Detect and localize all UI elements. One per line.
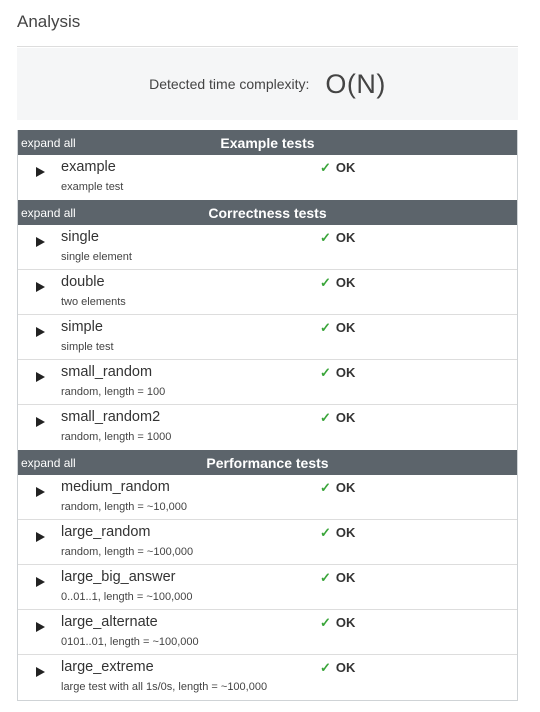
test-result	[320, 275, 355, 291]
test-description: large test with all 1s/0s, length = ~100,000	[61, 681, 268, 693]
triangle-right-icon[interactable]	[36, 577, 45, 587]
result-label: OK	[335, 525, 356, 540]
triangle-right-icon[interactable]	[36, 622, 45, 632]
test-row	[18, 270, 517, 315]
test-result	[320, 160, 355, 176]
triangle-right-icon[interactable]	[36, 282, 45, 292]
test-name[interactable]: simple	[61, 319, 103, 335]
check-icon: ✓	[320, 480, 331, 495]
group-title: Correctness tests	[208, 204, 327, 221]
group-performance-tests	[18, 450, 517, 700]
check-icon: ✓	[320, 320, 331, 335]
test-result	[320, 660, 355, 676]
check-icon: ✓	[320, 615, 331, 630]
result-label: OK	[335, 660, 356, 675]
test-name[interactable]: large_extreme	[61, 659, 154, 675]
test-result	[320, 365, 355, 381]
expand-all-link[interactable]: expand all	[21, 136, 76, 150]
test-name[interactable]: example	[61, 159, 116, 175]
test-description: simple test	[61, 341, 114, 353]
test-row	[18, 155, 517, 200]
complexity-summary	[17, 48, 518, 120]
test-row	[18, 520, 517, 565]
test-row	[18, 405, 517, 450]
test-description: random, length = ~10,000	[61, 501, 187, 513]
test-result	[320, 615, 355, 631]
test-result	[320, 320, 355, 336]
test-row	[18, 315, 517, 360]
group-title: Example tests	[220, 134, 315, 151]
result-label: OK	[335, 230, 356, 245]
check-icon: ✓	[320, 160, 331, 175]
group-header	[18, 200, 517, 225]
result-label: OK	[335, 275, 356, 290]
test-description: example test	[61, 181, 124, 193]
complexity-label: Detected time complexity:	[149, 76, 310, 92]
test-name[interactable]: large_big_answer	[61, 569, 176, 585]
check-icon: ✓	[320, 410, 331, 425]
test-result	[320, 410, 355, 426]
triangle-right-icon[interactable]	[36, 327, 45, 337]
result-label: OK	[335, 615, 356, 630]
triangle-right-icon[interactable]	[36, 237, 45, 247]
test-description: 0101..01, length = ~100,000	[61, 636, 199, 648]
group-header	[18, 130, 517, 155]
triangle-right-icon[interactable]	[36, 167, 45, 177]
check-icon: ✓	[320, 570, 331, 585]
check-icon: ✓	[320, 525, 331, 540]
test-name[interactable]: small_random	[61, 364, 153, 380]
result-label: OK	[335, 365, 356, 380]
test-name[interactable]: double	[61, 274, 105, 290]
group-example-tests	[18, 130, 517, 200]
result-label: OK	[335, 160, 356, 175]
test-description: single element	[61, 251, 132, 263]
check-icon: ✓	[320, 275, 331, 290]
complexity-value: O(N)	[325, 68, 386, 99]
test-row	[18, 565, 517, 610]
expand-all-link[interactable]: expand all	[21, 206, 76, 220]
test-description: 0..01..1, length = ~100,000	[61, 591, 193, 603]
expand-all-link[interactable]: expand all	[21, 456, 76, 470]
title-divider	[17, 46, 518, 47]
result-label: OK	[335, 320, 356, 335]
test-name[interactable]: large_random	[61, 524, 151, 540]
test-result	[320, 525, 355, 541]
test-result	[320, 230, 355, 246]
page-title: Analysis	[17, 12, 81, 31]
test-row	[18, 475, 517, 520]
test-name[interactable]: medium_random	[61, 479, 170, 495]
test-description: random, length = 100	[61, 386, 166, 398]
test-results-table	[17, 130, 518, 701]
test-result	[320, 570, 355, 586]
test-row	[18, 225, 517, 270]
group-header	[18, 450, 517, 475]
test-name[interactable]: large_alternate	[61, 614, 158, 630]
result-label: OK	[335, 410, 356, 425]
test-description: random, length = ~100,000	[61, 546, 194, 558]
test-description: random, length = 1000	[61, 431, 172, 443]
triangle-right-icon[interactable]	[36, 372, 45, 382]
group-correctness-tests	[18, 200, 517, 450]
test-row	[18, 360, 517, 405]
triangle-right-icon[interactable]	[36, 667, 45, 677]
test-description: two elements	[61, 296, 126, 308]
check-icon: ✓	[320, 230, 331, 245]
check-icon: ✓	[320, 660, 331, 675]
test-row	[18, 655, 517, 700]
check-icon: ✓	[320, 365, 331, 380]
triangle-right-icon[interactable]	[36, 417, 45, 427]
test-name[interactable]: single	[61, 229, 99, 245]
result-label: OK	[335, 570, 356, 585]
test-name[interactable]: small_random2	[61, 409, 161, 425]
result-label: OK	[335, 480, 356, 495]
triangle-right-icon[interactable]	[36, 487, 45, 497]
group-title: Performance tests	[206, 454, 329, 471]
test-row	[18, 610, 517, 655]
test-result	[320, 480, 355, 496]
triangle-right-icon[interactable]	[36, 532, 45, 542]
